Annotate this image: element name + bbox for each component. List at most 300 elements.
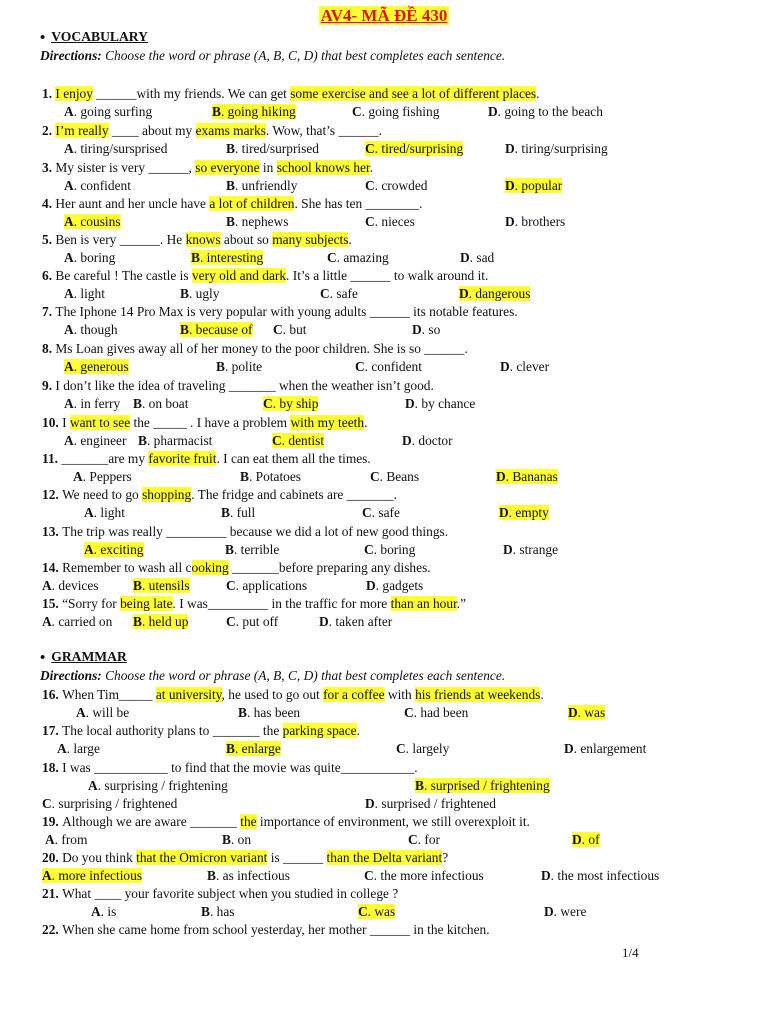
option-text: . going hiking bbox=[220, 104, 296, 119]
option-text: . confident bbox=[364, 359, 422, 374]
question-stem bbox=[55, 341, 467, 356]
option-text: . going fishing bbox=[361, 104, 440, 119]
question-17 bbox=[42, 722, 360, 740]
option-a bbox=[57, 740, 100, 758]
stem-text: . bbox=[348, 232, 352, 247]
option-text: . popular bbox=[514, 178, 563, 193]
highlighted-text: I enjoy bbox=[55, 86, 93, 101]
option-d bbox=[460, 249, 494, 267]
stem-text: When she came home from school yesterday, her mother ______ in the kitchen. bbox=[62, 922, 490, 937]
highlighted-text: many subjects bbox=[272, 232, 349, 247]
question-stem bbox=[62, 687, 544, 702]
option-text: . dentist bbox=[281, 433, 325, 448]
bullet-icon: • bbox=[40, 30, 46, 46]
option-text: . going to the beach bbox=[497, 104, 603, 119]
question-number: 6. bbox=[42, 268, 56, 283]
question-4 bbox=[42, 195, 422, 213]
stem-text: When Tim_____ bbox=[62, 687, 156, 702]
highlighted-text: shopping bbox=[142, 487, 192, 502]
option-c bbox=[263, 395, 318, 413]
option-text: . for bbox=[417, 832, 440, 847]
question-number: 11. bbox=[42, 451, 62, 466]
stem-text: The Iphone 14 Pro Max is very popular with young adults ______ its notable features. bbox=[55, 304, 518, 319]
option-text: . by ship bbox=[272, 396, 319, 411]
question-stem bbox=[62, 415, 367, 430]
option-letter: C bbox=[263, 396, 273, 411]
option-d bbox=[544, 903, 586, 921]
option-letter: B bbox=[226, 141, 235, 156]
stem-text: with bbox=[384, 687, 416, 702]
option-c bbox=[404, 704, 468, 722]
option-letter: B bbox=[212, 104, 221, 119]
option-a bbox=[84, 504, 125, 522]
option-letter: A bbox=[42, 614, 52, 629]
option-letter: D bbox=[568, 705, 578, 720]
option-text: . light bbox=[73, 286, 105, 301]
option-letter: A bbox=[91, 904, 101, 919]
stem-text: The trip was really _________ because we did a lot of new good things. bbox=[62, 524, 449, 539]
question-11 bbox=[42, 450, 371, 468]
question-3 bbox=[42, 159, 373, 177]
option-letter: A bbox=[64, 141, 74, 156]
option-c bbox=[365, 177, 427, 195]
option-a bbox=[76, 704, 129, 722]
highlighted-text: school knows her bbox=[276, 160, 370, 175]
option-d bbox=[496, 468, 558, 486]
option-letter: C bbox=[320, 286, 330, 301]
section-grammar-directions: Directions: Choose the word or phrase (A, B, C, D) that best completes each sentence. bbox=[40, 668, 506, 683]
option-a bbox=[42, 613, 112, 631]
option-text: . full bbox=[229, 505, 256, 520]
option-d bbox=[572, 831, 600, 849]
stem-text: about so bbox=[220, 232, 273, 247]
option-b bbox=[226, 740, 281, 758]
question-21 bbox=[42, 885, 398, 903]
question-number: 5. bbox=[42, 232, 56, 247]
question-2 bbox=[42, 122, 382, 140]
option-text: . will be bbox=[85, 705, 130, 720]
option-text: . ugly bbox=[188, 286, 220, 301]
option-d bbox=[505, 177, 562, 195]
highlighted-text: want to see bbox=[69, 415, 131, 430]
stem-text: . She has ten ________. bbox=[294, 196, 423, 211]
question-14 bbox=[42, 559, 431, 577]
option-letter: C bbox=[364, 868, 374, 883]
option-c bbox=[365, 213, 415, 231]
stem-text: Her aunt and her uncle have bbox=[55, 196, 210, 211]
question-15 bbox=[42, 595, 466, 613]
option-letter: C bbox=[273, 322, 283, 337]
stem-text: “Sorry for bbox=[62, 596, 121, 611]
stem-text: , he used to go out bbox=[221, 687, 324, 702]
question-stem bbox=[55, 232, 351, 247]
option-text: . has been bbox=[246, 705, 301, 720]
stem-text: . I was_________ in the traffic for more bbox=[172, 596, 391, 611]
option-text: . Bananas bbox=[505, 469, 558, 484]
option-a bbox=[73, 468, 132, 486]
option-letter: D bbox=[412, 322, 422, 337]
option-b bbox=[133, 613, 188, 631]
option-letter: C bbox=[364, 542, 374, 557]
option-letter: A bbox=[64, 286, 74, 301]
highlighted-text: I’m really bbox=[55, 123, 109, 138]
option-letter: D bbox=[459, 286, 469, 301]
option-text: . sad bbox=[469, 250, 495, 265]
option-b bbox=[415, 777, 550, 795]
option-text: . by chance bbox=[414, 396, 476, 411]
option-text: . generous bbox=[73, 359, 129, 374]
option-letter: C bbox=[355, 359, 365, 374]
option-letter: B bbox=[238, 705, 247, 720]
highlighted-text: parking space bbox=[282, 723, 357, 738]
stem-text: ? bbox=[442, 850, 449, 865]
option-a bbox=[64, 140, 167, 158]
option-d bbox=[319, 613, 392, 631]
option-text: . because of bbox=[188, 322, 253, 337]
question-number: 18. bbox=[42, 760, 63, 775]
option-text: . was bbox=[367, 904, 396, 919]
option-text: . on boat bbox=[141, 396, 189, 411]
option-text: . confident bbox=[73, 178, 131, 193]
option-letter: C bbox=[365, 178, 375, 193]
section-vocabulary-directions: Directions: Choose the word or phrase (A, B, C, D) that best completes each sentence. bbox=[40, 48, 506, 63]
option-b bbox=[238, 704, 300, 722]
option-letter: C bbox=[396, 741, 406, 756]
option-letter: A bbox=[84, 505, 94, 520]
option-text: . empty bbox=[508, 505, 549, 520]
option-text: . put off bbox=[235, 614, 279, 629]
stem-text: Although we are aware _______ bbox=[62, 814, 241, 829]
stem-text: My sister is very ______, bbox=[55, 160, 196, 175]
option-letter: B bbox=[415, 778, 424, 793]
option-letter: B bbox=[191, 250, 200, 265]
option-text: . tiring/surprising bbox=[514, 141, 608, 156]
option-a bbox=[64, 213, 121, 231]
stem-text: . bbox=[356, 723, 360, 738]
option-a bbox=[84, 541, 144, 559]
option-letter: B bbox=[216, 359, 225, 374]
option-d bbox=[505, 140, 608, 158]
question-number: 21. bbox=[42, 886, 63, 901]
option-letter: C bbox=[408, 832, 418, 847]
option-a bbox=[64, 177, 131, 195]
question-stem bbox=[62, 814, 530, 829]
option-text: . exciting bbox=[93, 542, 144, 557]
option-text: . gadgets bbox=[375, 578, 424, 593]
question-13 bbox=[42, 523, 448, 541]
question-19 bbox=[42, 813, 530, 831]
option-letter: C bbox=[404, 705, 414, 720]
stem-text: What ____ your favorite subject when you studied in college ? bbox=[62, 886, 399, 901]
highlighted-text: favorite fruit bbox=[148, 451, 217, 466]
option-text: . strange bbox=[512, 542, 559, 557]
option-letter: A bbox=[64, 178, 74, 193]
option-letter: B bbox=[226, 178, 235, 193]
highlighted-text: being late bbox=[120, 596, 173, 611]
option-letter: B bbox=[226, 214, 235, 229]
question-number: 7. bbox=[42, 304, 56, 319]
question-10 bbox=[42, 414, 367, 432]
stem-text: . bbox=[369, 160, 374, 175]
option-c bbox=[352, 103, 439, 121]
option-letter: C bbox=[365, 214, 375, 229]
question-number: 2. bbox=[42, 123, 56, 138]
option-text: . boring bbox=[373, 542, 416, 557]
option-c bbox=[408, 831, 440, 849]
stem-text: importance of environment, we still overexploit it. bbox=[256, 814, 530, 829]
option-letter: A bbox=[64, 104, 74, 119]
option-letter: A bbox=[45, 832, 55, 847]
option-b bbox=[180, 285, 219, 303]
option-letter: B bbox=[138, 433, 147, 448]
stem-text: Be careful ! The castle is bbox=[55, 268, 192, 283]
highlighted-text: for a coffee bbox=[323, 687, 385, 702]
option-letter: C bbox=[358, 904, 368, 919]
option-text: . so bbox=[421, 322, 441, 337]
option-text: . tired/surprising bbox=[374, 141, 464, 156]
option-letter: B bbox=[201, 904, 210, 919]
option-text: . terrible bbox=[233, 542, 280, 557]
option-text: . on bbox=[230, 832, 252, 847]
question-stem bbox=[55, 304, 517, 319]
option-text: . doctor bbox=[411, 433, 453, 448]
option-letter: A bbox=[64, 322, 74, 337]
option-text: . more infectious bbox=[51, 868, 143, 883]
highlighted-text: very old and dark bbox=[191, 268, 287, 283]
question-stem bbox=[55, 268, 488, 283]
stem-text: I don’t like the idea of traveling _______ when the weather isn’t good. bbox=[55, 378, 434, 393]
option-c bbox=[365, 140, 463, 158]
option-letter: A bbox=[64, 359, 74, 374]
option-letter: B bbox=[226, 741, 235, 756]
stem-text: . The fridge and cabinets are _______. bbox=[191, 487, 397, 502]
question-stem bbox=[62, 524, 448, 539]
option-text: . carried on bbox=[51, 614, 113, 629]
option-letter: A bbox=[88, 778, 98, 793]
option-c bbox=[364, 541, 415, 559]
question-number: 8. bbox=[42, 341, 56, 356]
question-number: 1. bbox=[42, 86, 56, 101]
option-text: . safe bbox=[329, 286, 358, 301]
option-text: . utensils bbox=[141, 578, 190, 593]
option-text: . going surfing bbox=[73, 104, 153, 119]
option-letter: C bbox=[272, 433, 282, 448]
highlighted-text: so everyone bbox=[195, 160, 260, 175]
option-a bbox=[64, 103, 152, 121]
option-text: . brothers bbox=[514, 214, 566, 229]
option-letter: C bbox=[42, 796, 52, 811]
option-text: . in ferry bbox=[73, 396, 121, 411]
option-letter: C bbox=[226, 614, 236, 629]
stem-text: . bbox=[364, 415, 368, 430]
option-a bbox=[91, 903, 116, 921]
stem-text: Ben is very ______. He bbox=[55, 232, 186, 247]
option-c bbox=[273, 321, 306, 339]
option-c bbox=[272, 432, 324, 450]
option-c bbox=[327, 249, 389, 267]
option-letter: C bbox=[226, 578, 236, 593]
stem-text: _______are my bbox=[61, 451, 149, 466]
question-number: 19. bbox=[42, 814, 63, 829]
question-stem bbox=[62, 723, 360, 738]
option-letter: B bbox=[133, 614, 142, 629]
option-d bbox=[541, 867, 659, 885]
option-text: . held up bbox=[141, 614, 189, 629]
stem-text: I bbox=[62, 415, 70, 430]
option-a bbox=[42, 577, 99, 595]
option-letter: B bbox=[133, 396, 142, 411]
option-letter: B bbox=[221, 505, 230, 520]
option-text: . was bbox=[577, 705, 606, 720]
option-text: . safe bbox=[371, 505, 400, 520]
option-letter: D bbox=[505, 178, 515, 193]
option-letter: B bbox=[180, 322, 189, 337]
option-letter: D bbox=[460, 250, 470, 265]
highlighted-text: his friends at weekends bbox=[415, 687, 541, 702]
option-text: . but bbox=[282, 322, 307, 337]
option-b bbox=[212, 103, 296, 121]
option-text: . tired/surprised bbox=[234, 141, 319, 156]
option-text: . pharmacist bbox=[146, 433, 213, 448]
option-letter: A bbox=[57, 741, 67, 756]
option-d bbox=[402, 432, 453, 450]
option-d bbox=[459, 285, 530, 303]
option-letter: C bbox=[370, 469, 380, 484]
stem-text: Remember to wash all c bbox=[62, 560, 192, 575]
question-stem bbox=[62, 560, 431, 575]
option-text: . has bbox=[209, 904, 235, 919]
option-c bbox=[364, 867, 484, 885]
exam-title: AV4- MÃ ĐỀ 430 bbox=[320, 6, 448, 25]
stem-text: The local authority plans to _______ the bbox=[62, 723, 283, 738]
option-b bbox=[225, 541, 279, 559]
option-letter: A bbox=[64, 250, 74, 265]
highlighted-text: exams marks bbox=[195, 123, 266, 138]
highlighted-text: the bbox=[240, 814, 257, 829]
option-c bbox=[396, 740, 449, 758]
option-letter: D bbox=[500, 359, 510, 374]
option-d bbox=[412, 321, 440, 339]
question-stem bbox=[62, 886, 398, 901]
question-stem bbox=[55, 378, 433, 393]
stem-text: is ______ bbox=[267, 850, 327, 865]
option-b bbox=[191, 249, 263, 267]
stem-text: Do you think bbox=[62, 850, 137, 865]
stem-text: ____ about my bbox=[108, 123, 196, 138]
question-9 bbox=[42, 377, 434, 395]
option-b bbox=[201, 903, 234, 921]
stem-text: .” bbox=[456, 596, 467, 611]
highlighted-text: a lot of children bbox=[209, 196, 295, 211]
option-d bbox=[405, 395, 475, 413]
stem-text: . bbox=[540, 687, 544, 702]
option-text: . Beans bbox=[379, 469, 420, 484]
option-b bbox=[226, 140, 319, 158]
option-letter: A bbox=[64, 396, 74, 411]
option-letter: D bbox=[572, 832, 582, 847]
option-letter: D bbox=[405, 396, 415, 411]
option-text: . were bbox=[553, 904, 587, 919]
option-d bbox=[568, 704, 605, 722]
option-d bbox=[365, 795, 496, 813]
option-text: . unfriendly bbox=[234, 178, 298, 193]
question-stem bbox=[62, 850, 448, 865]
option-letter: C bbox=[352, 104, 362, 119]
option-letter: A bbox=[64, 214, 74, 229]
option-d bbox=[366, 577, 423, 595]
option-c bbox=[355, 358, 422, 376]
option-text: . applications bbox=[235, 578, 308, 593]
option-letter: D bbox=[499, 505, 509, 520]
question-number: 22. bbox=[42, 922, 63, 937]
option-text: . is bbox=[100, 904, 117, 919]
option-text: . Peppers bbox=[82, 469, 132, 484]
question-stem bbox=[55, 196, 422, 211]
option-a bbox=[64, 432, 126, 450]
option-letter: D bbox=[505, 214, 515, 229]
option-b bbox=[222, 831, 251, 849]
option-text: . enlargement bbox=[573, 741, 647, 756]
option-text: . taken after bbox=[328, 614, 393, 629]
option-text: . large bbox=[66, 741, 100, 756]
stem-text: . bbox=[536, 86, 540, 101]
option-letter: B bbox=[225, 542, 234, 557]
stem-text: . I can eat them all the times. bbox=[216, 451, 371, 466]
option-c bbox=[362, 504, 400, 522]
stem-text: the _____ . I have a problem bbox=[130, 415, 291, 430]
option-letter: A bbox=[84, 542, 94, 557]
question-stem bbox=[62, 596, 466, 611]
stem-text: . Wow, that’s ______. bbox=[265, 123, 382, 138]
question-16 bbox=[42, 686, 544, 704]
option-letter: D bbox=[564, 741, 574, 756]
page-number: 1/4 bbox=[622, 945, 639, 960]
question-stem bbox=[55, 86, 539, 101]
option-text: . light bbox=[93, 505, 125, 520]
option-b bbox=[180, 321, 253, 339]
option-letter: A bbox=[73, 469, 83, 484]
question-stem bbox=[62, 922, 490, 937]
option-text: . Potatoes bbox=[248, 469, 302, 484]
highlighted-text: at university bbox=[155, 687, 222, 702]
option-text: . from bbox=[54, 832, 88, 847]
option-text: . of bbox=[581, 832, 600, 847]
question-number: 17. bbox=[42, 723, 63, 738]
option-letter: A bbox=[42, 578, 52, 593]
option-d bbox=[488, 103, 603, 121]
option-letter: B bbox=[240, 469, 249, 484]
question-number: 4. bbox=[42, 196, 56, 211]
option-text: . surprised / frightened bbox=[374, 796, 496, 811]
bullet-icon: • bbox=[40, 650, 46, 666]
option-letter: D bbox=[503, 542, 513, 557]
option-text: . tiring/sursprised bbox=[73, 141, 168, 156]
question-stem bbox=[62, 487, 397, 502]
highlighted-text: that the Omicron variant bbox=[136, 850, 268, 865]
option-text: . interesting bbox=[199, 250, 264, 265]
stem-text: ______with my friends. We can get bbox=[92, 86, 291, 101]
option-a bbox=[64, 285, 105, 303]
option-letter: D bbox=[366, 578, 376, 593]
question-number: 3. bbox=[42, 160, 56, 175]
option-a bbox=[42, 867, 142, 885]
question-1 bbox=[42, 85, 539, 103]
option-letter: B bbox=[207, 868, 216, 883]
highlighted-text: ooking bbox=[191, 560, 229, 575]
option-letter: D bbox=[496, 469, 506, 484]
option-letter: A bbox=[64, 433, 74, 448]
option-letter: D bbox=[505, 141, 515, 156]
